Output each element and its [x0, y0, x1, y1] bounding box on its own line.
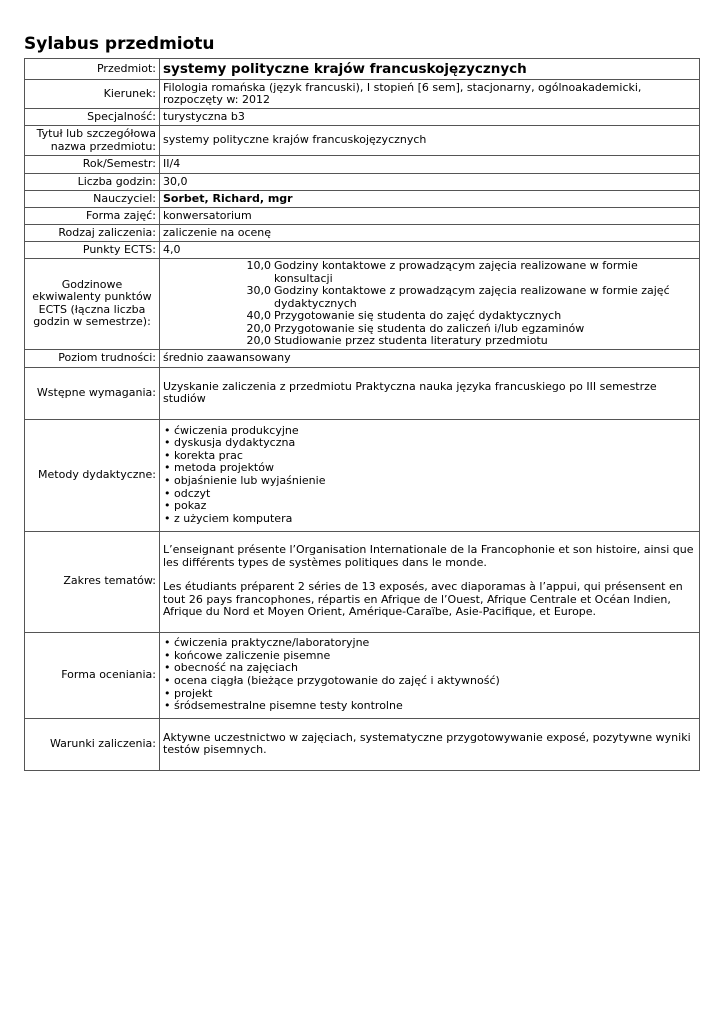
label-ekwiwalenty: Godzinowe ekwiwalenty punktów ECTS (łączna liczba godzin w semestrze):: [25, 259, 160, 350]
value-przedmiot: systemy polityczne krajów francuskojęzycznych: [160, 59, 700, 80]
row-warunki: [25, 718, 700, 770]
metody-list: [163, 425, 696, 526]
value-ekwiwalenty: [160, 259, 700, 350]
value-forma-zajec: konwersatorium: [160, 208, 700, 225]
hours-value: 20,0: [246, 334, 271, 347]
hours-text: Studiowanie przez studenta literatury przedmiotu: [274, 334, 548, 347]
label-rok: Rok/Semestr:: [25, 156, 160, 174]
list-item: • pokaz: [163, 500, 696, 513]
row-przedmiot: [25, 59, 700, 80]
value-metody: [160, 419, 700, 531]
label-metody: Metody dydaktyczne:: [25, 419, 160, 531]
value-rok: II/4: [160, 156, 700, 174]
row-kierunek: [25, 80, 700, 109]
row-ekwiwalenty: [25, 259, 700, 350]
list-item: • ocena ciągła (bieżące przygotowanie do zajęć i aktywność): [163, 675, 696, 688]
value-kierunek: Filologia romańska (język francuski), I stopień [6 sem], stacjonarny, ogólnoakademicki, rozpoczęty w: 2012: [160, 80, 700, 109]
label-specjalnosc: Specjalność:: [25, 109, 160, 126]
label-wymagania: Wstępne wymagania:: [25, 367, 160, 419]
hours-value: 30,0: [246, 284, 271, 297]
zakres-paragraph: Les étudiants préparent 2 séries de 13 exposés, avec diaporamas à l’appui, qui présensent en tout 26 pays francophones, répartis en Afrique de l’Ouest, Afrique Centrale et Océan Indien, Afrique du Nord et Moyen Orient, Amérique-Caraïbe, Asie-Pacifique, et Europe.: [163, 580, 683, 619]
list-item: • z użyciem komputera: [163, 513, 696, 526]
syllabus-table: [24, 58, 700, 771]
row-godziny: [25, 174, 700, 191]
hours-value: 10,0: [246, 259, 271, 272]
label-forma-zajec: Forma zajęć:: [25, 208, 160, 225]
hours-list: [163, 260, 696, 348]
value-zakres: [160, 531, 700, 632]
document-title: Sylabus przedmiotu: [24, 34, 215, 54]
label-rodzaj: Rodzaj zaliczenia:: [25, 225, 160, 242]
list-item: • końcowe zaliczenie pisemne: [163, 650, 696, 663]
value-ocenianie: [160, 632, 700, 718]
value-wymagania: Uzyskanie zaliczenia z przedmiotu Praktyczna nauka języka francuskiego po III semestrze studiów: [160, 367, 700, 419]
row-poziom: [25, 349, 700, 367]
list-item: • korekta prac: [163, 450, 696, 463]
list-item: • dyskusja dydaktyczna: [163, 437, 696, 450]
row-zakres: [25, 531, 700, 632]
hours-text: Godziny kontaktowe z prowadzącym zajęcia realizowane w formie konsultacji: [274, 259, 638, 285]
value-poziom: średnio zaawansowany: [160, 349, 700, 367]
list-item: • obecność na zajęciach: [163, 662, 696, 675]
label-przedmiot: Przedmiot:: [25, 59, 160, 80]
row-tytul: [25, 126, 700, 156]
label-warunki: Warunki zaliczenia:: [25, 718, 160, 770]
value-rodzaj: zaliczenie na ocenę: [160, 225, 700, 242]
list-item: • odczyt: [163, 488, 696, 501]
hours-item: [243, 310, 696, 323]
hours-text: Godziny kontaktowe z prowadzącym zajęcia realizowane w formie zajęć dydaktycznych: [274, 284, 670, 310]
value-warunki: Aktywne uczestnictwo w zajęciach, systematyczne przygotowywanie exposé, pozytywne wyniki testów pisemnych.: [160, 718, 700, 770]
value-godziny: 30,0: [160, 174, 700, 191]
hours-item: [243, 335, 696, 348]
value-specjalnosc: turystyczna b3: [160, 109, 700, 126]
ocenianie-list: [163, 637, 696, 713]
row-ects: [25, 242, 700, 259]
label-nauczyciel: Nauczyciel:: [25, 191, 160, 208]
label-tytul: Tytuł lub szczegółowa nazwa przedmiotu:: [25, 126, 160, 156]
label-kierunek: Kierunek:: [25, 80, 160, 109]
row-metody: [25, 419, 700, 531]
hours-text: Przygotowanie się studenta do zaliczeń i/lub egzaminów: [274, 321, 585, 335]
row-rok: [25, 156, 700, 174]
row-specjalnosc: [25, 109, 700, 126]
hours-value: 40,0: [246, 309, 271, 322]
label-zakres: Zakres tematów:: [25, 531, 160, 632]
list-item: • objaśnienie lub wyjaśnienie: [163, 475, 696, 488]
hours-value: 20,0: [246, 321, 271, 335]
row-ocenianie: [25, 632, 700, 718]
list-item: • ćwiczenia produkcyjne: [163, 425, 696, 438]
list-item: • metoda projektów: [163, 462, 696, 475]
list-item: • ćwiczenia praktyczne/laboratoryjne: [163, 637, 696, 650]
hours-item: [243, 260, 696, 285]
row-forma-zajec: [25, 208, 700, 225]
label-ects: Punkty ECTS:: [25, 242, 160, 259]
list-item: • projekt: [163, 688, 696, 701]
label-poziom: Poziom trudności:: [25, 349, 160, 367]
value-ects: 4,0: [160, 242, 700, 259]
hours-text: Przygotowanie się studenta do zajęć dydaktycznych: [274, 309, 562, 322]
label-ocenianie: Forma oceniania:: [25, 632, 160, 718]
row-wymagania: [25, 367, 700, 419]
row-rodzaj: [25, 225, 700, 242]
value-nauczyciel: Sorbet, Richard, mgr: [160, 191, 700, 208]
value-tytul: systemy polityczne krajów francuskojęzycznych: [160, 126, 700, 156]
hours-item: [243, 285, 696, 310]
row-nauczyciel: [25, 191, 700, 208]
zakres-paragraph: L’enseignant présente l’Organisation Internationale de la Francophonie et son histoire, ainsi que les différents types de systèmes politiques dans le monde.: [163, 543, 694, 569]
list-item: • śródsemestralne pisemne testy kontrolne: [163, 700, 696, 713]
label-godziny: Liczba godzin:: [25, 174, 160, 191]
